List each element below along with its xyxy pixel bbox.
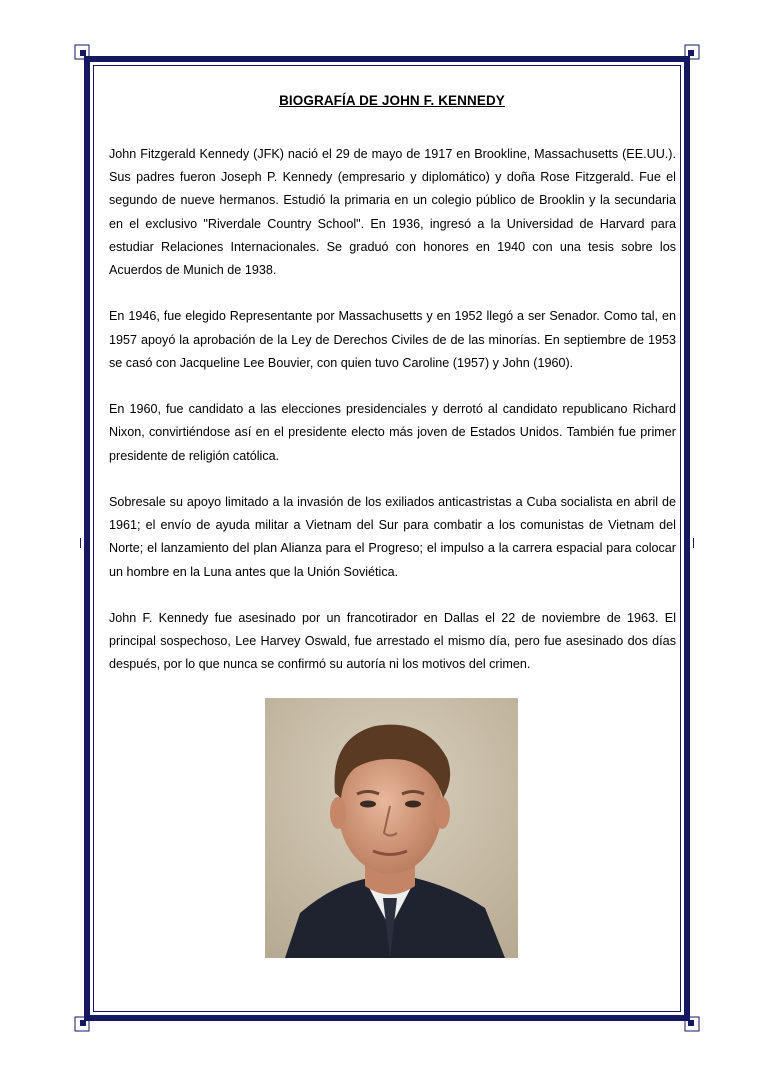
paragraph-5: John F. Kennedy fue asesinado por un francotirador en Dallas el 22 de noviembre de 1963. El principal sospechoso, Lee Harvey Oswald, fue arrestado el mismo día, pero fue asesinado dos días después, por lo que nunca se confirmó su autoría ni los motivos del crimen. [109, 611, 676, 672]
corner-ornament-bottom-left [74, 1008, 98, 1032]
document-body [109, 143, 676, 700]
paragraph-2: En 1946, fue elegido Representante por Massachusetts y en 1952 llegó a ser Senador. Como tal, en 1957 apoyó la aprobación de la Ley de Derechos Civiles de de las minorías. En septiembre de 1953 se casó con Jacqueline Lee Bouvier, con quien tuvo Caroline (1957) y John (1960). [109, 309, 676, 370]
paragraph-3: En 1960, fue candidato a las elecciones presidenciales y derrotó al candidato republicano Richard Nixon, convirtiéndose así en el presidente electo más joven de Estados Unidos. También fue primer presidente de religión católica. [109, 402, 676, 463]
corner-ornament-bottom-right [676, 1008, 700, 1032]
border-tick-right [693, 538, 694, 548]
paragraph-1: John Fitzgerald Kennedy (JFK) nació el 29 de mayo de 1917 en Brookline, Massachusetts (EE.UU.). Sus padres fueron Joseph P. Kennedy (empresario y diplomático) y doña Rose Fitzgerald. Fue el segundo de nueve hermanos. Estudió la primaria en un colegio público de Brooklin y la secundaria en el exclusivo "Riverdale Country School". En 1936, ingresó a la Universidad de Harvard para estudiar Relaciones Internacionales. Se graduó con honores en 1940 con una tesis sobre los Acuerdos de Munich de 1938. [109, 147, 676, 278]
corner-ornament-top-left [74, 44, 98, 68]
corner-ornament-top-right [676, 44, 700, 68]
document-title: BIOGRAFÍA DE JOHN F. KENNEDY [279, 93, 505, 108]
portrait-photo [265, 698, 518, 958]
border-tick-left [80, 538, 81, 548]
paragraph-4: Sobresale su apoyo limitado a la invasión de los exiliados anticastristas a Cuba socialista en abril de 1961; el envío de ayuda militar a Vietnam del Sur para combatir a los comunistas de Vietnam del Norte; el lanzamiento del plan Alianza para el Progreso; el impulso a la carrera espacial para colocar un hombre en la Luna antes que la Unión Soviética. [109, 495, 676, 579]
